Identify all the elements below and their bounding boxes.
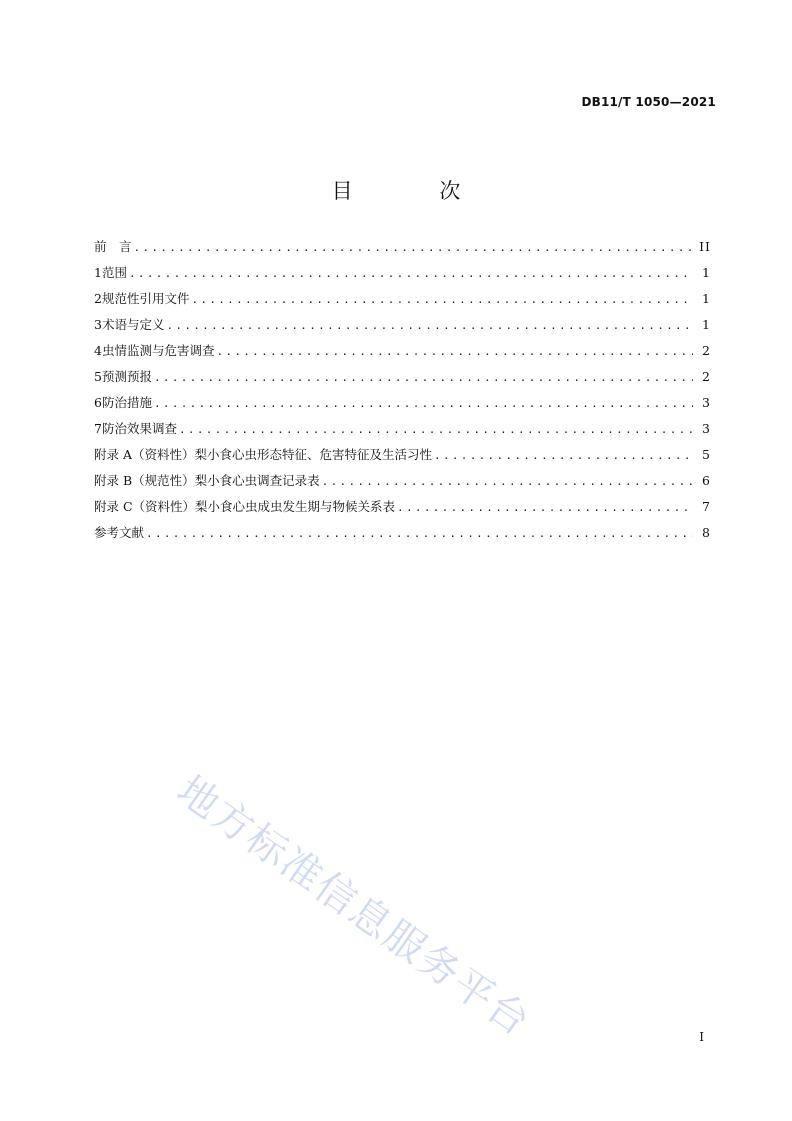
- toc-entry-page: 3: [702, 395, 711, 410]
- toc-leader-dots: [146, 527, 693, 540]
- toc-entry-label: 附录 C（资料性）梨小食心虫成虫发生期与物候关系表: [94, 499, 396, 514]
- toc-entry-number: 5: [94, 369, 102, 384]
- page-number: I: [699, 1030, 704, 1044]
- toc-leader-dots: [216, 345, 693, 358]
- toc-entry-page: 8: [702, 525, 711, 540]
- toc-entry-label: 参考文献: [94, 525, 145, 540]
- toc-leader-dots: [134, 241, 693, 254]
- toc-entry-appendix-a[interactable]: [94, 445, 711, 471]
- toc-entry-page: 2: [702, 369, 711, 384]
- toc-leader-dots: [166, 319, 693, 332]
- toc-entry-forecast[interactable]: [94, 367, 711, 393]
- toc-entry-control-effect[interactable]: [94, 419, 711, 445]
- toc-title: 目 次: [331, 179, 501, 203]
- toc-leader-dots: [397, 501, 693, 514]
- watermark: 地方标准信息服务平台: [168, 767, 539, 1046]
- toc-entry-page: 6: [702, 473, 711, 488]
- toc-entry-page: 5: [702, 447, 711, 462]
- toc-entry-label: 附录 A（资料性）梨小食心虫形态特征、危害特征及生活习性: [94, 447, 433, 462]
- toc-entry-label: 规范性引用文件: [101, 291, 190, 306]
- toc-entry-label: 虫情监测与危害调查: [101, 343, 215, 358]
- toc-entry-label: 术语与定义: [101, 317, 165, 332]
- toc-entry-number: 3: [94, 317, 102, 332]
- toc-leader-dots: [179, 423, 693, 436]
- toc-entry-page: 7: [702, 499, 711, 514]
- toc-entry-page: 1: [702, 265, 711, 280]
- toc-entry-number: 4: [94, 343, 102, 358]
- toc-entry-page: II: [699, 239, 711, 254]
- toc-leader-dots: [154, 397, 693, 410]
- toc-entry-label: 预测预报: [101, 369, 152, 384]
- toc-entry-page: 1: [702, 291, 711, 306]
- toc-entry-label: 附录 B（规范性）梨小食心虫调查记录表: [94, 473, 320, 488]
- toc-entry-number: 1: [94, 265, 102, 280]
- toc-entry-monitoring-survey[interactable]: [94, 341, 711, 367]
- toc-entry-number: 6: [94, 395, 102, 410]
- toc-entry-foreword[interactable]: [94, 237, 711, 263]
- toc-entry-bibliography[interactable]: [94, 523, 711, 549]
- toc-entry-appendix-c[interactable]: [94, 497, 711, 523]
- table-of-contents: [94, 237, 711, 549]
- toc-entry-number: 2: [94, 291, 102, 306]
- toc-leader-dots: [154, 371, 693, 384]
- toc-entry-control-measures[interactable]: [94, 393, 711, 419]
- document-code: DB11/T 1050—2021: [581, 95, 716, 109]
- toc-entry-label: 防治效果调查: [101, 421, 177, 436]
- toc-leader-dots: [322, 475, 693, 488]
- toc-entry-terms-definitions[interactable]: [94, 315, 711, 341]
- toc-entry-label: 前 言: [94, 239, 132, 254]
- toc-leader-dots: [191, 293, 693, 306]
- toc-leader-dots: [129, 267, 693, 280]
- toc-entry-normative-references[interactable]: [94, 289, 711, 315]
- toc-leader-dots: [434, 449, 693, 462]
- toc-entry-page: 2: [702, 343, 711, 358]
- toc-entry-scope[interactable]: [94, 263, 711, 289]
- toc-entry-appendix-b[interactable]: [94, 471, 711, 497]
- toc-entry-number: 7: [94, 421, 102, 436]
- toc-entry-page: 3: [702, 421, 711, 436]
- toc-entry-label: 范围: [101, 265, 127, 280]
- toc-entry-label: 防治措施: [101, 395, 152, 410]
- toc-entry-page: 1: [702, 317, 711, 332]
